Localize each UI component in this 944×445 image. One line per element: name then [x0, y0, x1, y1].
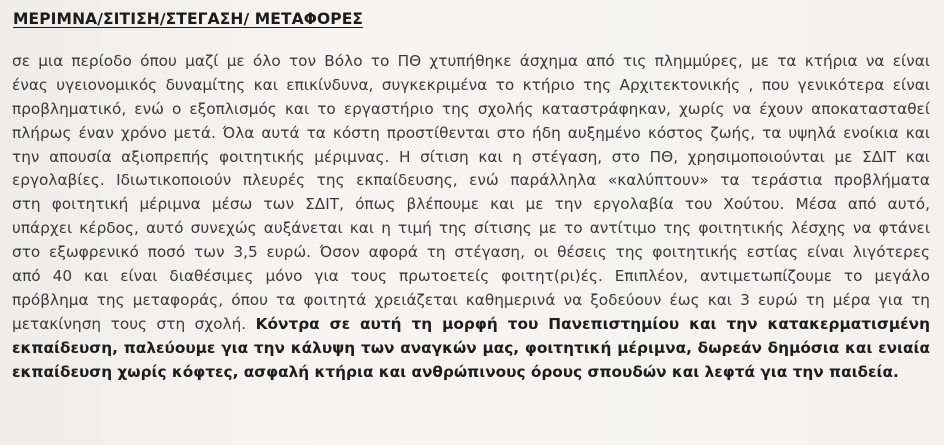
line-normal-text: μετακίνηση τους στη σχολή. — [12, 314, 247, 333]
section-heading: ΜΕΡΙΜΝΑ/ΣΙΤΙΣΗ/ΣΤΕΓΑΣΗ/ ΜΕΤΑΦΟΡΕΣ — [13, 10, 364, 28]
paragraph-line: ένας υγειονομικός δυναμίτης και επικίνδυνα, συγκεκριμένα το κτήριο της Αρχιτεκτονικής , που γενικότερα είναι — [12, 75, 930, 94]
paragraph-line: σε μια περίοδο όπου μαζί με όλο τον Βόλο το ΠΘ χτυπήθηκε άσχημα από τις πλημμύρες, με τα κτήρια να είναι — [12, 52, 930, 70]
paragraph-line: προβληματικό, ενώ ο εξοπλισμός και το εργαστήριο της σχολής καταστράφηκαν, χωρίς να έχουν αποκατασταθεί — [12, 99, 930, 118]
line-bold-text: Κόντρα σε αυτή τη μορφή του Πανεπιστημίου και την κατακερματισμένη — [255, 314, 930, 333]
paragraph-line: πλήρως έναν χρόνο μετά. Όλα αυτά τα κόστη προστίθενται στο ήδη αυξημένο κόστος ζωής, τα υψηλά ενοίκια και — [12, 123, 930, 142]
paragraph-line: στο εξωφρενικό ποσό των 3,5 ευρώ. Όσον αφορά τη στέγαση, οι θέσεις της φοιτητικής εστίας είναι λιγότερες — [12, 243, 930, 262]
paragraph-line-mixed — [12, 313, 930, 337]
paragraph-line: πρόβλημα της μεταφοράς, όπου τα φοιτητά χρειάζεται καθημερινά να ξοδεύουν έως και 3 ευρώ τη μέρα για τη — [12, 290, 930, 309]
paragraph-line: υπάρχει κέρδος, αυτό συνεχώς αυξάνεται και η τιμή της σίτισης με το αντίτιμο της φοιτητικής λέσχης να φτάνει — [12, 219, 930, 238]
paragraph-line-bold: εκπαίδευση, παλεύουμε για την κάλυψη των αναγκών μας, φοιτητική μέριμνα, δωρεάν δημόσια και ενιαία — [12, 338, 930, 357]
paragraph-line: την απουσία αξιοπρεπής φοιτητικής μέριμνας. Η σίτιση και η στέγαση, στο ΠΘ, χρησιμοποιούνται με ΣΔΙΤ και — [12, 147, 930, 166]
paragraph-line: εργολαβίες. Ιδιωτικοποιούν πλευρές της εκπαίδευσης, ενώ παράλληλα «καλύπτουν» τα τεράστια προβλήματα — [12, 171, 930, 190]
paragraph-line-bold: εκπαίδευση χωρίς κόφτες, ασφαλή κτήρια και ανθρώπινους όρους σπουδών και λεφτά για την παιδεία. — [12, 362, 899, 381]
body-paragraph — [12, 50, 930, 384]
paragraph-line: στη φοιτητική μέριμνα μέσω των ΣΔΙΤ, όπως βλέπουμε και με την εργολαβία του Χούτου. Μέσα από αυτό, — [12, 195, 930, 214]
paragraph-line: από 40 και είναι διαθέσιμες μόνο για τους πρωτοετείς φοιτητ(ρι)ές. Επιπλέον, αντιμετωπίζουμε το μεγάλο — [12, 267, 930, 286]
